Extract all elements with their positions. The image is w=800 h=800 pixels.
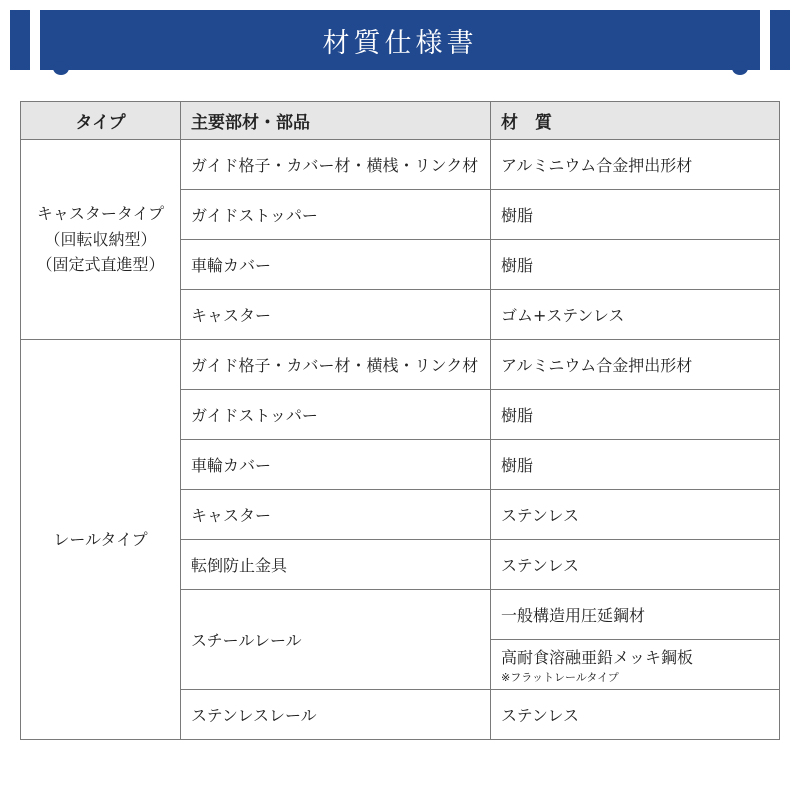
part-cell: 転倒防止金具 xyxy=(181,540,491,590)
title-banner xyxy=(40,10,760,70)
page-title: 材質仕様書 xyxy=(322,27,478,59)
material-galvanized-text: 高耐食溶融亜鉛メッキ鋼板 xyxy=(501,647,694,667)
material-cell: ステンレス xyxy=(491,690,780,740)
material-cell: ステンレス xyxy=(491,490,780,540)
material-cell: 樹脂 xyxy=(491,390,780,440)
part-cell: ガイド格子・カバー材・横桟・リンク材 xyxy=(181,340,491,390)
material-cell-galvanized xyxy=(491,640,780,690)
header-material: 材 質 xyxy=(491,102,780,140)
material-cell: アルミニウム合金押出形材 xyxy=(491,140,780,190)
banner-right-dot xyxy=(732,61,748,75)
material-cell: ゴム+ステンレス xyxy=(491,290,780,340)
part-cell: 車輪カバー xyxy=(181,240,491,290)
material-cell: 一般構造用圧延鋼材 xyxy=(491,590,780,640)
part-cell: ガイドストッパー xyxy=(181,190,491,240)
material-cell: 樹脂 xyxy=(491,240,780,290)
material-galvanized-note: ※フラットレールタイプ xyxy=(501,670,619,684)
material-cell: 樹脂 xyxy=(491,190,780,240)
banner-left-dot xyxy=(53,61,69,75)
table-header-row xyxy=(21,102,780,140)
table-row xyxy=(21,140,780,190)
part-cell-steel-rail: スチールレール xyxy=(181,590,491,690)
type-cell-rail: レールタイプ xyxy=(21,340,181,740)
material-cell: アルミニウム合金押出形材 xyxy=(491,340,780,390)
banner-right-bar xyxy=(770,10,790,70)
header-type: タイプ xyxy=(21,102,181,140)
material-cell: 樹脂 xyxy=(491,440,780,490)
table-row xyxy=(21,340,780,390)
part-cell: 車輪カバー xyxy=(181,440,491,490)
type-caster-line1: キャスタータイプ xyxy=(36,204,165,224)
part-cell: ガイドストッパー xyxy=(181,390,491,440)
banner-left-bar xyxy=(10,10,30,70)
part-cell: キャスター xyxy=(181,290,491,340)
part-cell: ガイド格子・カバー材・横桟・リンク材 xyxy=(181,140,491,190)
part-cell: キャスター xyxy=(181,490,491,540)
type-cell-caster xyxy=(21,140,181,340)
material-cell: ステンレス xyxy=(491,540,780,590)
type-caster-line2: （回転収納型） xyxy=(44,229,157,249)
header-part: 主要部材・部品 xyxy=(181,102,491,140)
material-spec-table xyxy=(20,101,780,740)
type-caster-line3: （固定式直進型） xyxy=(36,255,165,275)
part-cell: ステンレスレール xyxy=(181,690,491,740)
